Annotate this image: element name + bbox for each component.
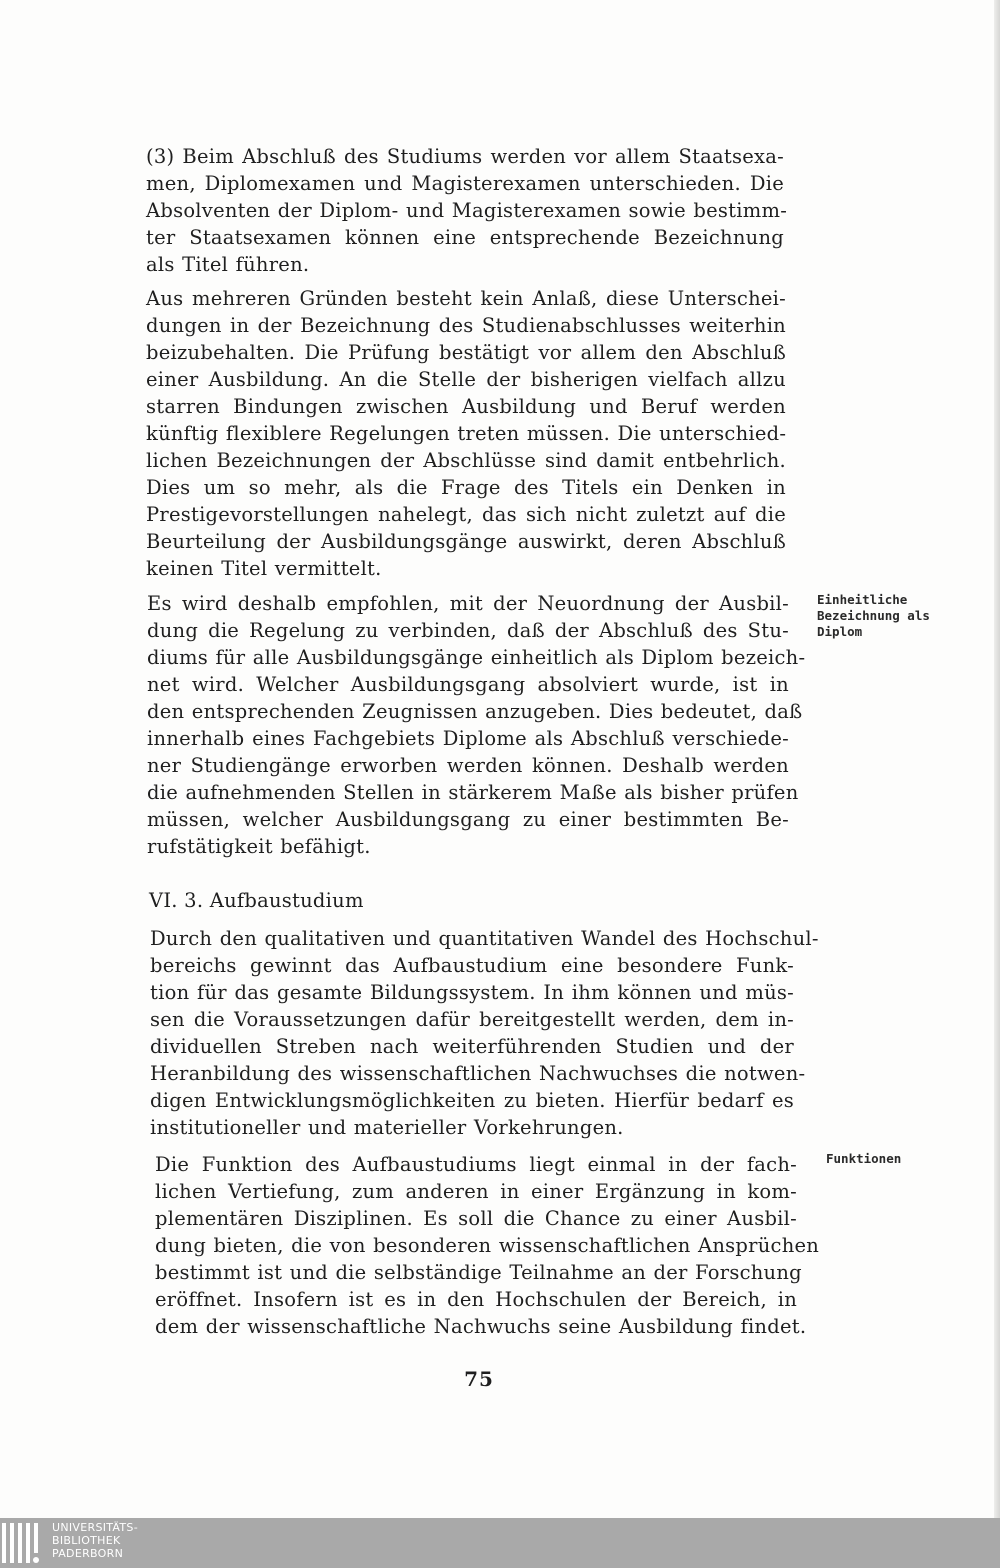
text-line: net wird. Welcher Ausbildungsgang absolviert wurde, ist in xyxy=(147,673,789,696)
text-line: ter Staatsexamen können eine entsprechende Bezeichnung xyxy=(146,226,784,249)
text-line: Durch den qualitativen und quantitativen Wandel des Hochschul- xyxy=(150,927,819,950)
text-line: institutioneller und materieller Vorkehrungen. xyxy=(150,1116,624,1139)
library-name-line: PADERBORN xyxy=(52,1547,124,1560)
page-edge-shadow xyxy=(994,0,1000,1518)
text-line: (3) Beim Abschluß des Studiums werden vor allem Staatsexa- xyxy=(146,145,784,168)
margin-note-line: Diplom xyxy=(817,624,863,639)
text-line: einer Ausbildung. An die Stelle der bisherigen vielfach allzu xyxy=(146,368,786,391)
library-name xyxy=(52,1521,138,1560)
text-line: dungen in der Bezeichnung des Studienabschlusses weiterhin xyxy=(146,314,786,337)
text-line: Absolventen der Diplom- und Magisterexamen sowie bestimm- xyxy=(146,199,788,222)
text-line: diums für alle Ausbildungsgänge einheitlich als Diplom bezeich- xyxy=(147,646,806,669)
text-line: Aus mehreren Gründen besteht kein Anlaß, diese Unterschei- xyxy=(146,287,786,310)
margin-note-line: Bezeichnung als xyxy=(817,608,930,623)
text-line: men, Diplomexamen und Magisterexamen unterschieden. Die xyxy=(146,172,784,195)
text-line: bereichs gewinnt das Aufbaustudium eine besondere Funk- xyxy=(150,954,794,977)
text-line: Dies um so mehr, als die Frage des Titels ein Denken in xyxy=(146,476,786,499)
text-line: Die Funktion des Aufbaustudiums liegt einmal in der fach- xyxy=(155,1153,797,1176)
text-line: Beurteilung der Ausbildungsgänge auswirkt, deren Abschluß xyxy=(146,530,786,553)
text-line: lichen Bezeichnungen der Abschlüsse sind damit entbehrlich. xyxy=(146,449,786,472)
text-line: als Titel führen. xyxy=(146,253,310,276)
text-line: müssen, welcher Ausbildungsgang zu einer bestimmten Be- xyxy=(147,808,789,831)
text-line: digen Entwicklungsmöglichkeiten zu bieten. Hierfür bedarf es xyxy=(150,1089,794,1112)
text-line: dem der wissenschaftliche Nachwuchs seine Ausbildung findet. xyxy=(155,1315,807,1338)
library-name-line: UNIVERSITÄTS- xyxy=(52,1521,138,1534)
paragraph-3 xyxy=(147,590,806,860)
paragraph-2 xyxy=(146,285,786,582)
text-line: bestimmt ist und die selbständige Teilnahme an der Forschung xyxy=(155,1261,802,1284)
margin-note-line: Funktionen xyxy=(826,1151,902,1166)
paragraph-1 xyxy=(146,143,788,278)
section-heading: VI. 3. Aufbaustudium xyxy=(149,889,364,912)
text-line: rufstätigkeit befähigt. xyxy=(147,835,371,858)
text-line: sen die Voraussetzungen dafür bereitgestellt werden, dem in- xyxy=(150,1008,794,1031)
text-line: dung bieten, die von besonderen wissenschaftlichen Ansprüchen xyxy=(155,1234,820,1257)
library-footer-bar xyxy=(0,1518,1000,1568)
text-line: beizubehalten. Die Prüfung bestätigt vor allem den Abschluß xyxy=(146,341,786,364)
text-line: plementären Disziplinen. Es soll die Chance zu einer Ausbil- xyxy=(155,1207,797,1230)
text-line: ner Studiengänge erworben werden können. Deshalb werden xyxy=(147,754,789,777)
text-line: eröffnet. Insofern ist es in den Hochschulen der Bereich, in xyxy=(155,1288,797,1311)
text-line: lichen Vertiefung, zum anderen in einer Ergänzung in kom- xyxy=(155,1180,797,1203)
margin-note-funktionen xyxy=(826,1151,901,1167)
text-line: dividuellen Streben nach weiterführenden Studien und der xyxy=(150,1035,794,1058)
text-line: die aufnehmenden Stellen in stärkerem Maße als bisher prüfen xyxy=(147,781,799,804)
paragraph-5 xyxy=(155,1151,820,1340)
paragraph-4 xyxy=(150,925,819,1141)
text-line: tion für das gesamte Bildungssystem. In ihm können und müs- xyxy=(150,981,794,1004)
margin-note-line: Einheitliche xyxy=(817,592,908,607)
text-line: den entsprechenden Zeugnissen anzugeben. Dies bedeutet, daß xyxy=(147,700,803,723)
library-name-line: BIBLIOTHEK xyxy=(52,1534,121,1547)
page-number: 75 xyxy=(464,1367,494,1391)
text-line: starren Bindungen zwischen Ausbildung und Beruf werden xyxy=(146,395,786,418)
text-line: dung die Regelung zu verbinden, daß der Abschluß des Stu- xyxy=(147,619,789,642)
text-line: Prestigevorstellungen nahelegt, das sich nicht zuletzt auf die xyxy=(146,503,786,526)
text-line: Heranbildung des wissenschaftlichen Nachwuchses die notwen- xyxy=(150,1062,806,1085)
text-line: künftig flexiblere Regelungen treten müssen. Die unterschied- xyxy=(146,422,787,445)
text-line: Es wird deshalb empfohlen, mit der Neuordnung der Ausbil- xyxy=(147,592,789,615)
margin-note-einheitliche-bezeichnung xyxy=(817,592,930,640)
text-line: keinen Titel vermittelt. xyxy=(146,557,382,580)
text-line: innerhalb eines Fachgebiets Diplome als Abschluß verschiede- xyxy=(147,727,789,750)
